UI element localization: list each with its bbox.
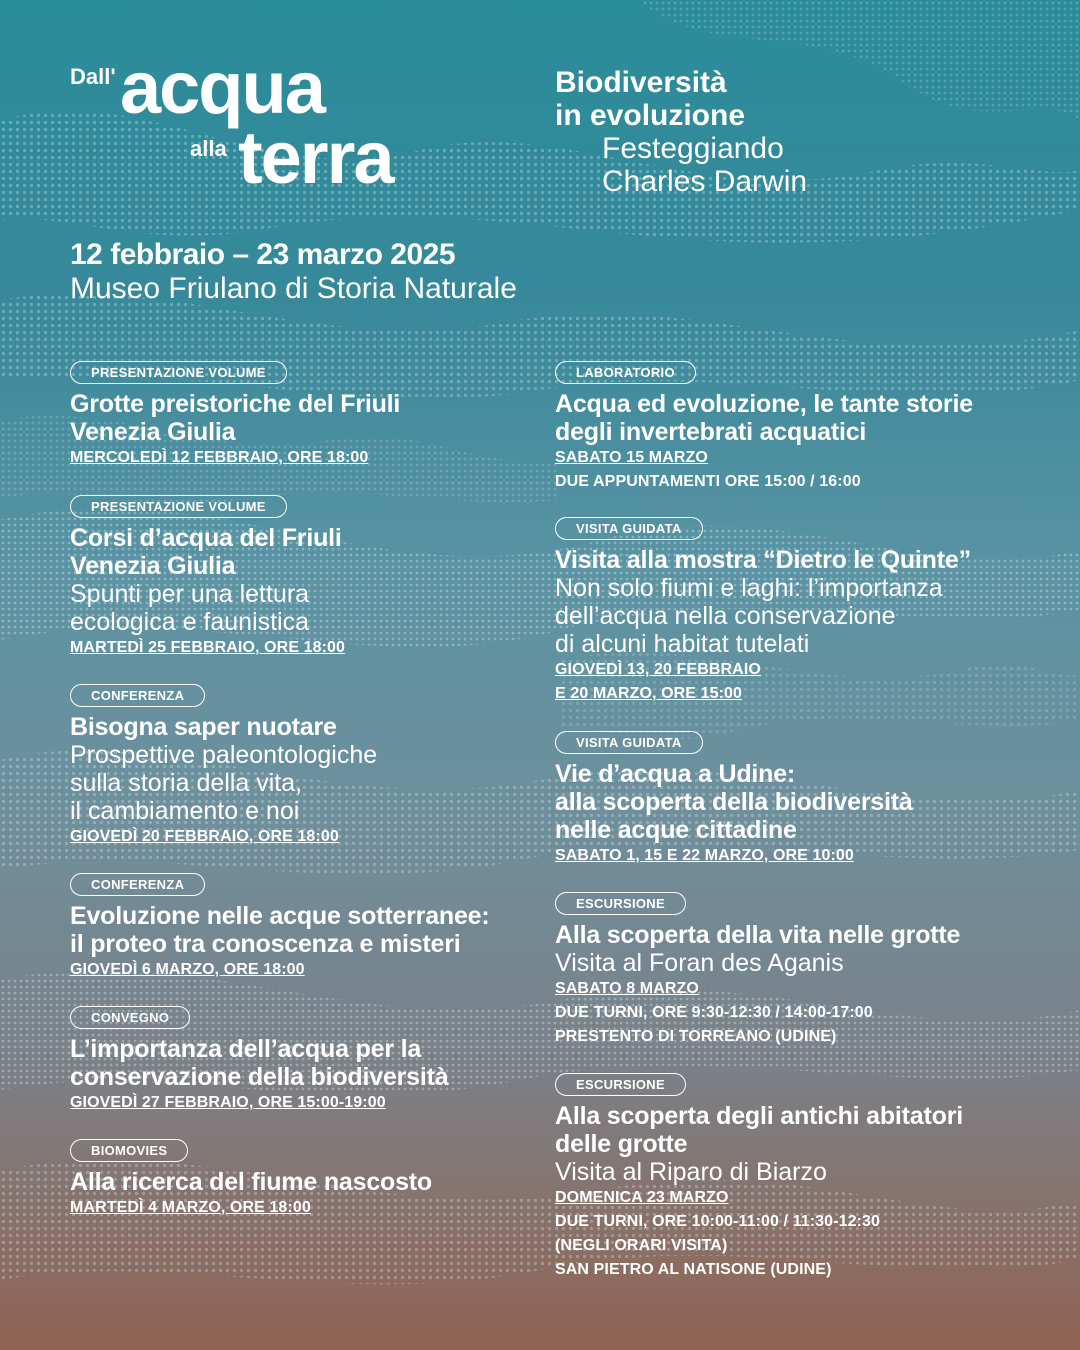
event-title: [555, 546, 1025, 574]
event-title: [70, 1035, 530, 1091]
event-title-line: Visita alla mostra “Dietro le Quinte”: [555, 546, 971, 574]
event-title: [70, 1168, 530, 1196]
venue: Museo Friulano di Storia Naturale: [70, 272, 517, 305]
event-date: DOMENICA 23 MARZO: [555, 1189, 729, 1206]
event-title-line: delle grotte: [555, 1130, 688, 1158]
event-title-line: Evoluzione nelle acque sotterranee:: [70, 902, 490, 930]
event-subtitle-line: di alcuni habitat tutelati: [555, 630, 810, 658]
event-title-line: Venezia Giulia: [70, 418, 236, 446]
event-title-line: Vie d’acqua a Udine:: [555, 760, 796, 788]
event-date: SABATO 15 MARZO: [555, 449, 708, 466]
event-date: MARTEDÌ 4 MARZO, ORE 18:00: [70, 1199, 311, 1216]
event-item: [555, 361, 1025, 494]
event-info: DUE TURNI, ORE 9:30-12:30 / 14:00-17:00: [555, 1004, 873, 1021]
event-title-line: conservazione della biodiversità: [70, 1063, 449, 1091]
event-tag-badge: CONFERENZA: [70, 873, 205, 896]
event-tag-badge: CONVEGNO: [70, 1006, 190, 1029]
event-title-line: Alla scoperta della vita nelle grotte: [555, 921, 961, 949]
event-date: SABATO 1, 15 E 22 MARZO, ORE 10:00: [555, 847, 854, 864]
subtitle-line: Festeggiando: [602, 132, 784, 165]
subtitle-line: Biodiversità: [555, 66, 727, 99]
event-title-line: degli invertebrati acquatici: [555, 418, 867, 446]
event-title: [70, 902, 530, 958]
event-date: GIOVEDÌ 20 FEBBRAIO, ORE 18:00: [70, 828, 339, 845]
event-item: [70, 361, 530, 470]
event-tag-badge: CONFERENZA: [70, 684, 205, 707]
event-tag-badge: ESCURSIONE: [555, 892, 686, 915]
event-title: [70, 524, 530, 580]
event-subtitle-line: Visita al Foran des Aganis: [555, 949, 844, 977]
event-item: [555, 892, 1025, 1049]
event-subtitle: [555, 574, 1025, 658]
event-title-line: alla scoperta della biodiversità: [555, 788, 913, 816]
event-title: [555, 760, 1025, 844]
event-subtitle-line: Spunti per una lettura: [70, 580, 310, 608]
event-title: [555, 1102, 1025, 1158]
event-subtitle-line: Visita al Riparo di Biarzo: [555, 1158, 827, 1186]
event-title-line: nelle acque cittadine: [555, 816, 797, 844]
title-alla: alla: [190, 136, 227, 161]
event-title-line: Alla ricerca del fiume nascosto: [70, 1168, 433, 1196]
event-tag-badge: BIOMOVIES: [70, 1139, 188, 1162]
event-date: GIOVEDÌ 6 MARZO, ORE 18:00: [70, 961, 305, 978]
title-terra: terra: [238, 116, 393, 199]
event-tag-badge: PRESENTAZIONE VOLUME: [70, 361, 287, 384]
event-date: E 20 MARZO, ORE 15:00: [555, 685, 743, 702]
event-tag-badge: VISITA GUIDATA: [555, 731, 703, 754]
event-tag-badge: LABORATORIO: [555, 361, 696, 384]
event-title-line: Acqua ed evoluzione, le tante storie: [555, 390, 973, 418]
event-date: SABATO 8 MARZO: [555, 980, 699, 997]
event-title-line: Bisogna saper nuotare: [70, 713, 337, 741]
event-item: [555, 1073, 1025, 1282]
event-title-line: Venezia Giulia: [70, 552, 236, 580]
event-title: [70, 713, 530, 741]
event-title-line: il proteo tra conoscenza e misteri: [70, 930, 461, 958]
event-title: [70, 390, 530, 446]
left-events-column: [70, 0, 540, 1350]
event-subtitle: [555, 1158, 1025, 1186]
event-subtitle-line: ecologica e faunistica: [70, 608, 310, 636]
event-subtitle-line: dell’acqua nella conservazione: [555, 602, 896, 630]
event-item: [555, 731, 1025, 868]
event-item: [70, 684, 530, 849]
event-info: SAN PIETRO AL NATISONE (UDINE): [555, 1261, 832, 1278]
event-item: [555, 517, 1025, 706]
event-title: [555, 390, 1025, 446]
event-title-line: Alla scoperta degli antichi abitatori: [555, 1102, 963, 1130]
event-subtitle: [70, 741, 530, 825]
event-info: (NEGLI ORARI VISITA): [555, 1237, 728, 1254]
subtitle-line: in evoluzione: [555, 99, 746, 132]
event-subtitle-line: Prospettive paleontologiche: [70, 741, 378, 769]
event-info: DUE TURNI, ORE 10:00-11:00 / 11:30-12:30: [555, 1213, 881, 1230]
right-events-column: [555, 0, 1025, 1350]
event-item: [70, 1139, 530, 1220]
event-date: GIOVEDÌ 27 FEBBRAIO, ORE 15:00-19:00: [70, 1094, 386, 1111]
event-subtitle: [70, 580, 530, 636]
event-tag-badge: VISITA GUIDATA: [555, 517, 703, 540]
event-title-line: L’importanza dell’acqua per la: [70, 1035, 422, 1063]
event-item: [70, 873, 530, 982]
date-range: 12 febbraio – 23 marzo 2025: [70, 238, 456, 271]
event-item: [70, 495, 530, 660]
event-tag-badge: ESCURSIONE: [555, 1073, 686, 1096]
event-subtitle-line: Non solo fiumi e laghi: l’importanza: [555, 574, 943, 602]
subtitle-line: Charles Darwin: [602, 165, 808, 198]
event-date: MARTEDÌ 25 FEBBRAIO, ORE 18:00: [70, 639, 346, 656]
event-tag-badge: PRESENTAZIONE VOLUME: [70, 495, 287, 518]
event-title-line: Grotte preistoriche del Friuli: [70, 390, 401, 418]
title-acqua: acqua: [120, 46, 324, 129]
event-info: PRESTENTO DI TORREANO (UDINE): [555, 1028, 837, 1045]
event-subtitle-line: il cambiamento e noi: [70, 797, 300, 825]
event-title-line: Corsi d’acqua del Friuli: [70, 524, 342, 552]
event-date: MERCOLEDÌ 12 FEBBRAIO, ORE 18:00: [70, 449, 369, 466]
event-subtitle-line: sulla storia della vita,: [70, 769, 303, 797]
event-item: [70, 1006, 530, 1115]
event-info: DUE APPUNTAMENTI ORE 15:00 / 16:00: [555, 473, 861, 490]
event-subtitle: [555, 949, 1025, 977]
event-date: GIOVEDÌ 13, 20 FEBBRAIO: [555, 661, 761, 678]
title-dall: Dall': [70, 64, 116, 89]
event-title: [555, 921, 1025, 949]
